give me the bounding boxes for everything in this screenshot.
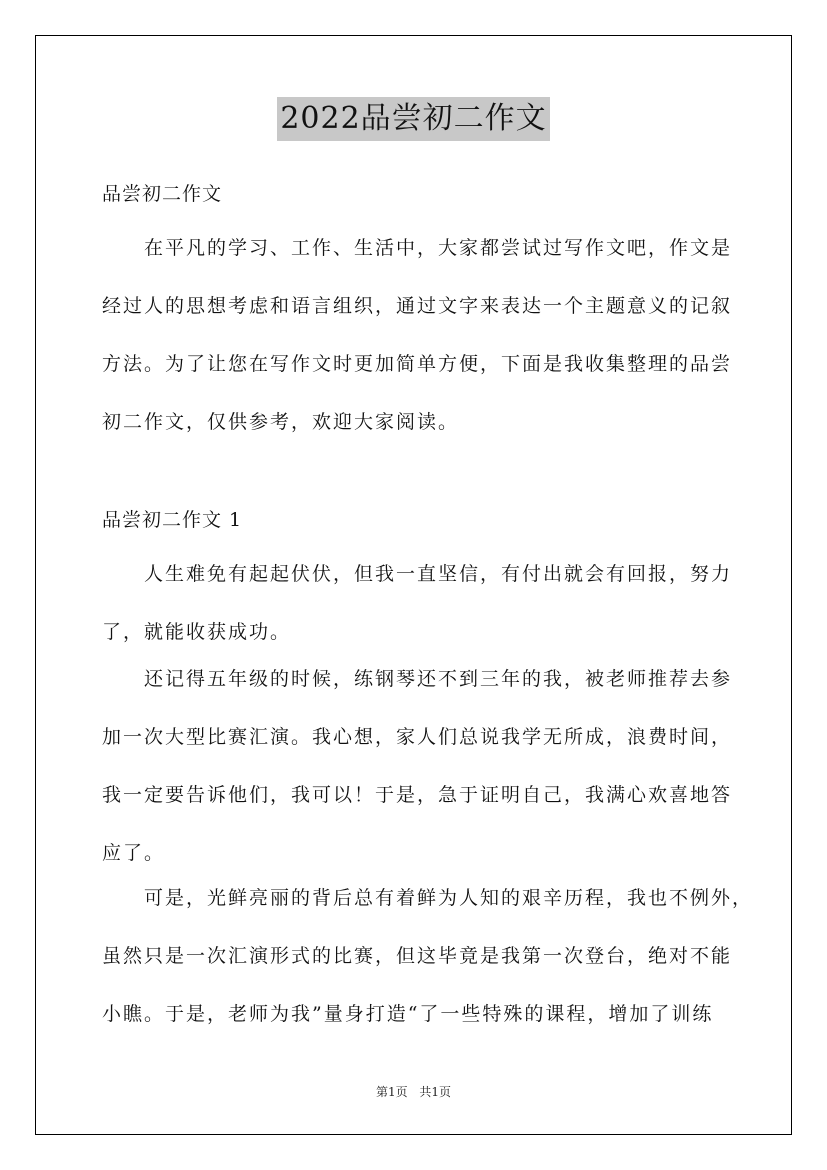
intro-paragraph: [102, 233, 738, 465]
paragraph-line: 经过人的思想考虑和语言组织，通过文字来表达一个主题意义的记叙: [102, 295, 733, 317]
paragraph-line: 应了。: [102, 842, 166, 864]
paragraph-line: 加一次大型比赛汇演。我心想，家人们总说我学无所成，浪费时间，: [102, 726, 733, 748]
title-block: [0, 97, 827, 141]
paragraph-line: 人生难免有起起伏伏，但我一直坚信，有付出就会有回报，努力: [144, 563, 733, 585]
paragraph-line: 我一定要告诉他们，我可以！于是，急于证明自己，我满心欢喜地答: [102, 784, 733, 806]
essay1-paragraph-3: [102, 883, 754, 1057]
heading-essay-1: 品尝初二作文 1: [102, 509, 243, 531]
essay1-paragraph-1: [102, 559, 738, 675]
heading-intro: 品尝初二作文: [102, 183, 223, 205]
paragraph-line: 方法。为了让您在写作文时更加简单方便，下面是我收集整理的品尝: [102, 353, 733, 375]
essay1-paragraph-2: [102, 664, 738, 896]
paragraph-line: 了，就能收获成功。: [102, 621, 292, 643]
document-title: 2022品尝初二作文: [277, 97, 549, 141]
page-total: 共1页: [419, 1085, 452, 1099]
paragraph-line: 还记得五年级的时候，练钢琴还不到三年的我，被老师推荐去参: [144, 668, 733, 690]
paragraph-line: 可是，光鲜亮丽的背后总有着鲜为人知的艰辛历程，我也不例外，: [144, 887, 754, 909]
paragraph-line: 在平凡的学习、工作、生活中，大家都尝试过写作文吧，作文是: [144, 237, 733, 259]
page-number: 第1页: [375, 1085, 408, 1099]
page-footer: [0, 1083, 827, 1100]
paragraph-line: 小瞧。于是，老师为我”量身打造“了一些特殊的课程，增加了训练: [102, 1003, 714, 1025]
paragraph-line: 虽然只是一次汇演形式的比赛，但这毕竟是我第一次登台，绝对不能: [102, 945, 733, 967]
paragraph-line: 初二作文，仅供参考，欢迎大家阅读。: [102, 411, 460, 433]
